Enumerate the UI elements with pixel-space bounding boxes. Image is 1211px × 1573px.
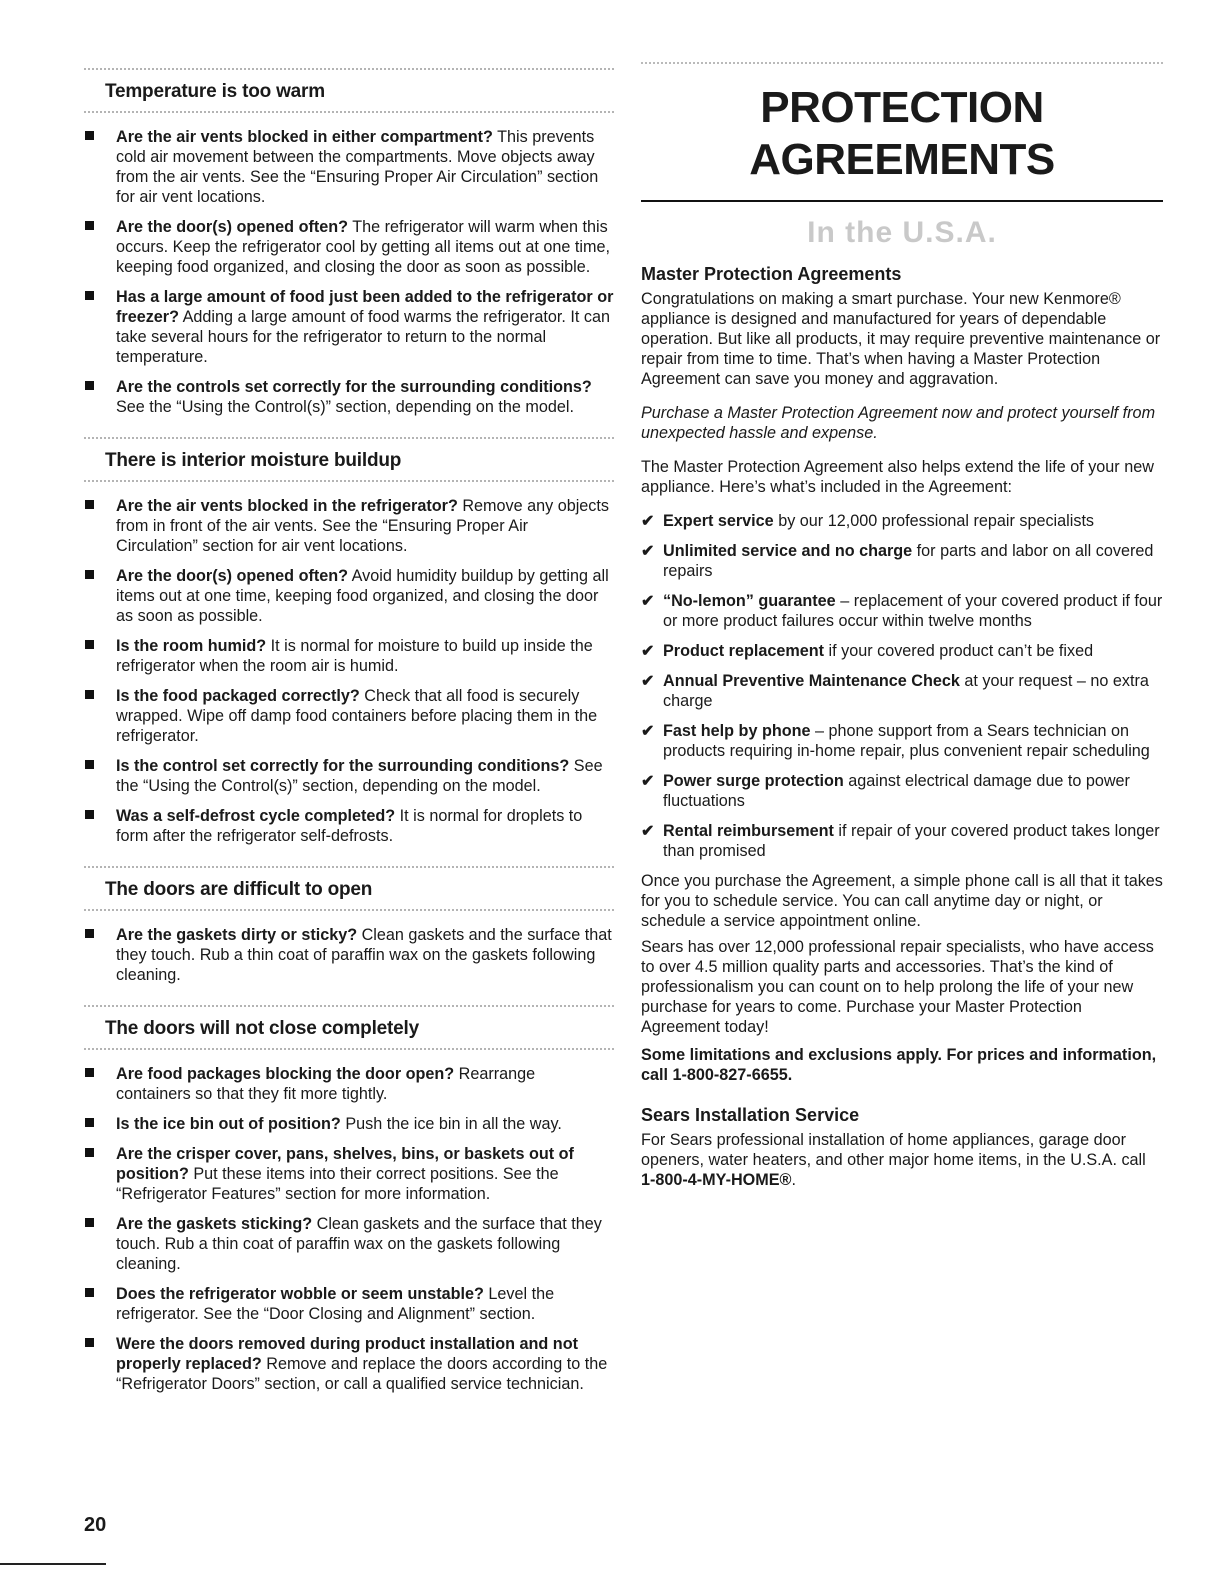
list-item [84,1114,614,1134]
answer: See the “Using the Control(s)” section, depending on the model. [116,398,575,416]
answer: Remove any objects from in front of the air vents. See the “Ensuring Proper Air Circulation” section for air vent locations. [116,497,609,555]
troubleshoot-list [84,127,614,417]
benefit-text: by our 12,000 professional repair specialists [773,512,1095,530]
answer: Avoid humidity buildup by getting all items out at one time, keeping food organized, and closing the door as soon as possible. [116,567,609,625]
check-icon: ✔ [641,722,655,740]
bullet-icon [85,570,94,579]
section-title: The doors are difficult to open [105,879,373,900]
bullet-icon [85,760,94,769]
list-item [84,127,614,207]
benefit-item [641,641,1163,661]
troubleshoot-list [84,1064,614,1394]
bullet-icon [85,1338,94,1347]
troubleshoot-list [84,496,614,846]
list-item [84,377,614,417]
benefit-title: Rental reimbursement [663,822,834,840]
question: Is the food packaged correctly? [116,687,360,705]
benefit-text: if your covered product can’t be fixed [824,642,1094,660]
bullet-icon [85,500,94,509]
dotted-rule [84,1044,614,1050]
benefit-item [641,671,1163,711]
list-item [84,925,614,985]
bullet-icon [85,1148,94,1157]
section-header [84,68,614,113]
question: Are food packages blocking the door open? [116,1065,455,1083]
benefit-title: Expert service [663,512,774,530]
bullet-icon [85,291,94,300]
page-title [641,82,1163,186]
question: Are the gaskets sticking? [116,1215,313,1233]
check-icon: ✔ [641,592,655,610]
bullet-icon [85,929,94,938]
install-text: For Sears professional installation of home appliances, garage door openers, water heaters, and other major home items, in the U.S.A. call [641,1131,1146,1169]
list-item [84,1214,614,1274]
benefits-list [641,511,1163,861]
list-item [84,496,614,556]
answer: Put these items into their correct positions. See the “Refrigerator Features” section for more information. [116,1165,559,1203]
question: Has a large amount of food just been added to the refrigerator or freezer? [116,288,614,326]
mpa-also: The Master Protection Agreement also helps extend the life of your new appliance. Here’s what’s included in the Agreement: [641,458,1154,496]
title-line: PROTECTION [760,83,1044,132]
dotted-rule [84,437,614,445]
benefit-item [641,511,1163,531]
bullet-icon [85,690,94,699]
answer: It is normal for moisture to build up inside the refrigerator when the room air is humid. [116,637,593,675]
question: Are the door(s) opened often? [116,567,349,585]
dotted-rule [84,905,614,911]
answer: Remove and replace the doors according to the “Refrigerator Doors” section, or call a qualified service technician. [116,1355,608,1393]
list-item [84,217,614,277]
question: Does the refrigerator wobble or seem unstable? [116,1285,484,1303]
list-item [84,566,614,626]
mpa-italic: Purchase a Master Protection Agreement now and protect yourself from unexpected hassle and expense. [641,404,1156,442]
benefit-title: “No-lemon” guarantee [663,592,836,610]
install-paragraph [641,1130,1163,1190]
benefit-item [641,591,1163,631]
bullet-icon [85,381,94,390]
benefit-item [641,821,1163,861]
bottom-rule [0,1563,106,1565]
title-line: AGREEMENTS [749,135,1055,184]
subtitle: In the U.S.A. [807,216,997,249]
benefit-title: Annual Preventive Maintenance Check [663,672,960,690]
check-icon: ✔ [641,512,655,530]
question: Were the doors removed during product installation and not properly replaced? [116,1335,578,1373]
question: Is the control set correctly for the surrounding conditions? [116,757,570,775]
bullet-icon [85,221,94,230]
answer: Adding a large amount of food warms the refrigerator. It can take several hours for the refrigerator to return to the normal temperature. [116,308,610,366]
benefit-text: – replacement of your covered product if four or more product failures occur within twelve months [663,592,1163,630]
answer: The refrigerator will warm when this occurs. Keep the refrigerator cool by getting all items out at one time, keeping food organized, and closing the door as soon as possible. [116,218,610,276]
dotted-rule [641,62,1163,68]
answer: Push the ice bin in all the way. [340,1115,562,1133]
question: Are the controls set correctly for the surrounding conditions? [116,378,592,396]
benefit-title: Power surge protection [663,772,844,790]
section-title: Temperature is too warm [105,81,325,102]
right-column [641,62,1163,1204]
benefit-item [641,721,1163,761]
answer: Clean gaskets and the surface that they touch. Rub a thin coat of paraffin wax on the gaskets following cleaning. [116,926,612,984]
left-column [84,68,614,1414]
section-header [84,866,614,911]
list-item [84,1144,614,1204]
dotted-rule [84,68,614,76]
benefit-text: if repair of your covered product takes longer than promised [663,822,1160,860]
benefit-title: Unlimited service and no charge [663,542,913,560]
benefit-text: for parts and labor on all covered repairs [663,542,1154,580]
question: Is the room humid? [116,637,267,655]
dotted-rule [84,107,614,113]
install-end: . [791,1171,796,1189]
answer: Rearrange containers so that they fit more tightly. [116,1065,536,1103]
once-paragraph: Once you purchase the Agreement, a simple phone call is all that it takes for you to schedule service. You can call anytime day or night, or schedule a service appointment online. [641,872,1163,930]
section-title: There is interior moisture buildup [105,450,402,471]
section-header [84,437,614,482]
bullet-icon [85,1068,94,1077]
answer: Check that all food is securely wrapped. Wipe off damp food containers before placing them in the refrigerator. [116,687,598,745]
bullet-icon [85,1118,94,1127]
answer: See the “Using the Control(s)” section, depending on the model. [116,757,603,795]
dotted-rule [84,1005,614,1013]
benefit-text: against electrical damage due to power fluctuations [663,772,1130,810]
section-header [84,1005,614,1050]
check-icon: ✔ [641,672,655,690]
title-rule [641,200,1163,202]
check-icon: ✔ [641,642,655,660]
list-item [84,686,614,746]
answer: It is normal for droplets to form after the refrigerator self-defrosts. [116,807,583,845]
install-heading: Sears Installation Service [641,1105,860,1125]
bullet-icon [85,810,94,819]
benefit-text: – phone support from a Sears technician on products requiring in-home repair, plus convenient repair scheduling [663,722,1150,760]
bullet-icon [85,131,94,140]
check-icon: ✔ [641,822,655,840]
answer: Level the refrigerator. See the “Door Closing and Alignment” section. [116,1285,555,1323]
list-item [84,756,614,796]
list-item [84,1064,614,1104]
mpa-heading: Master Protection Agreements [641,264,902,284]
answer: Clean gaskets and the surface that they touch. Rub a thin coat of paraffin wax on the gaskets following cleaning. [116,1215,602,1273]
question: Is the ice bin out of position? [116,1115,341,1133]
benefit-item [641,771,1163,811]
benefit-text: at your request – no extra charge [663,672,1149,710]
benefit-title: Product replacement [663,642,825,660]
question: Are the gaskets dirty or sticky? [116,926,358,944]
check-icon: ✔ [641,542,655,560]
list-item [84,287,614,367]
check-icon: ✔ [641,772,655,790]
answer: This prevents cold air movement between the compartments. Move objects away from the air vents. See the “Ensuring Proper Air Circulation” section for air vent locations. [116,128,599,206]
sears-paragraph: Sears has over 12,000 professional repair specialists, who have access to over 4.5 million quality parts and accessories. That’s the kind of professionalism you can count on to help prolong the life of your new purchase for years to come. Purchase your Master Protection Agreement today! [641,938,1154,1036]
question: Are the crisper cover, pans, shelves, bins, or baskets out of position? [116,1145,574,1183]
section-title: The doors will not close completely [105,1018,419,1039]
list-item [84,806,614,846]
mpa-intro: Congratulations on making a smart purchase. Your new Kenmore® appliance is designed and manufactured for years of dependable operation. But like all products, it may require preventive maintenance or repair from time to time. That’s when having a Master Protection Agreement can save you money and aggravation. [641,290,1161,388]
benefit-item [641,541,1163,581]
list-item [84,636,614,676]
question: Are the air vents blocked in either compartment? [116,128,493,146]
dotted-rule [84,476,614,482]
limitations-note: Some limitations and exclusions apply. For prices and information, call 1-800-827-6655. [641,1046,1157,1084]
question: Are the air vents blocked in the refrigerator? [116,497,458,515]
question: Was a self-defrost cycle completed? [116,807,396,825]
bullet-icon [85,1288,94,1297]
bullet-icon [85,640,94,649]
benefit-title: Fast help by phone [663,722,811,740]
list-item [84,1334,614,1394]
dotted-rule [84,866,614,874]
question: Are the door(s) opened often? [116,218,349,236]
page-number: 20 [84,1514,107,1536]
troubleshoot-list [84,925,614,985]
bullet-icon [85,1218,94,1227]
list-item [84,1284,614,1324]
install-phone: 1-800-4-MY-HOME® [641,1171,792,1189]
